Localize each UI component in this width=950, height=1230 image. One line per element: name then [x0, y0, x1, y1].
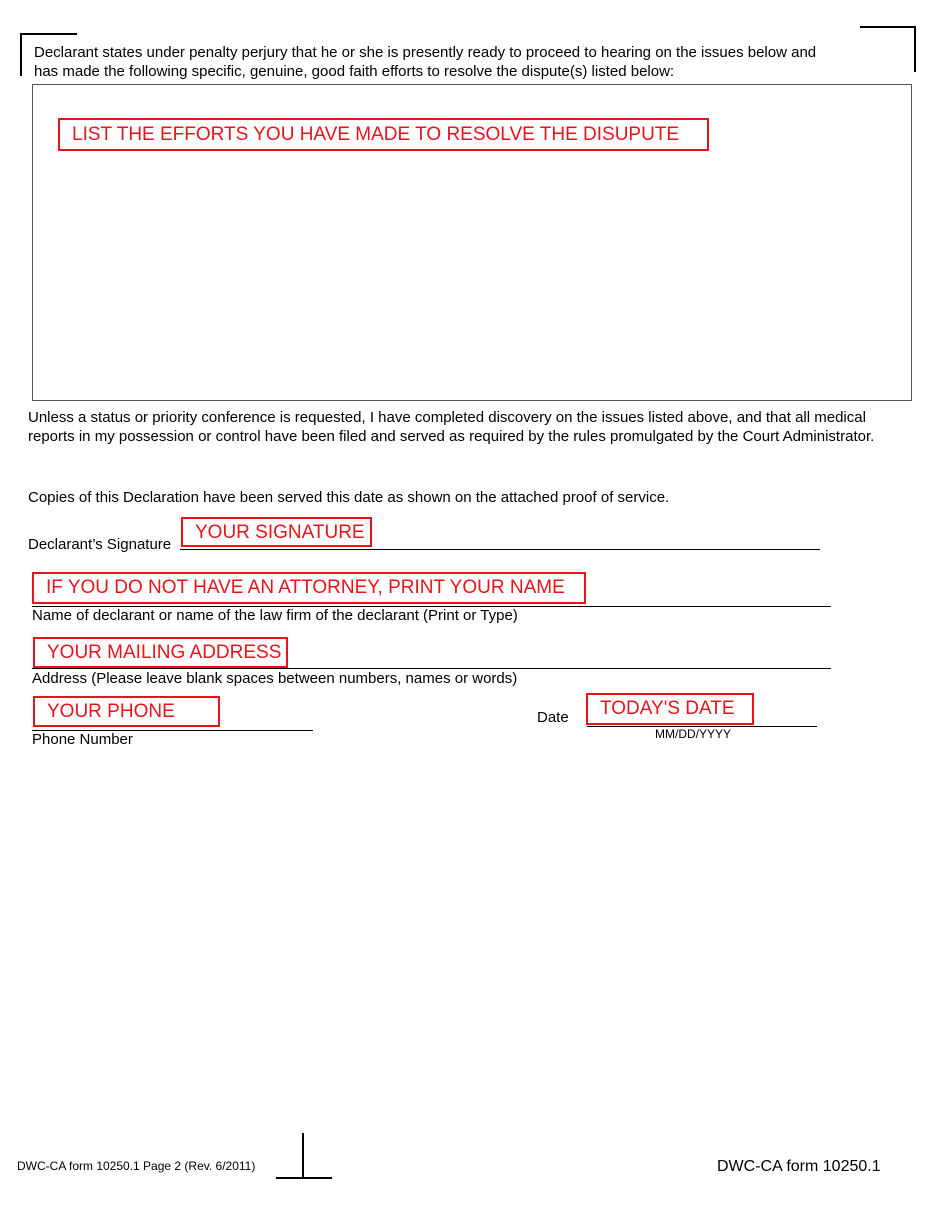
signature-label: Declarant’s Signature: [28, 536, 172, 553]
signature-line: [180, 549, 820, 550]
address-label: Address (Please leave blank spaces between numbers, names or words): [32, 670, 518, 687]
discovery-line-1: Unless a status or priority conference is requested, I have completed discovery on the issues listed above, and that all medical: [28, 409, 866, 426]
phone-label: Phone Number: [32, 731, 133, 748]
efforts-hint: LIST THE EFFORTS YOU HAVE MADE TO RESOLVE THE DISUPUTE: [58, 118, 709, 151]
date-label: Date: [537, 709, 569, 726]
corner-bracket-top-right: [860, 26, 916, 28]
copies-statement: Copies of this Declaration have been served this date as shown on the attached proof of service.: [28, 489, 670, 506]
address-field[interactable]: YOUR MAILING ADDRESS: [33, 637, 288, 668]
discovery-line-2: reports in my possession or control have been filed and served as required by the rules promulgated by the Court Administrator.: [28, 428, 875, 445]
name-label: Name of declarant or name of the law firm of the declarant (Print or Type): [32, 607, 518, 624]
corner-bracket-right-vertical: [914, 26, 916, 72]
date-field[interactable]: TODAY'S DATE: [586, 693, 754, 725]
footer-divider-vertical: [302, 1133, 304, 1179]
date-format-hint: MM/DD/YYYY: [655, 727, 732, 741]
intro-line-2: has made the following specific, genuine, good faith efforts to resolve the dispute(s) listed below:: [34, 63, 675, 80]
corner-bracket-left-vertical: [20, 33, 22, 76]
corner-bracket-top-left: [20, 33, 77, 35]
phone-field[interactable]: YOUR PHONE: [33, 696, 220, 727]
name-field[interactable]: IF YOU DO NOT HAVE AN ATTORNEY, PRINT YOUR NAME: [32, 572, 586, 604]
footer-left: DWC-CA form 10250.1 Page 2 (Rev. 6/2011): [17, 1159, 256, 1173]
footer-divider-horizontal: [276, 1177, 332, 1179]
signature-field[interactable]: YOUR SIGNATURE: [181, 517, 372, 547]
intro-line-1: Declarant states under penalty perjury that he or she is presently ready to proceed to hearing on the issues below and: [34, 44, 817, 61]
footer-right: DWC-CA form 10250.1: [717, 1158, 881, 1175]
